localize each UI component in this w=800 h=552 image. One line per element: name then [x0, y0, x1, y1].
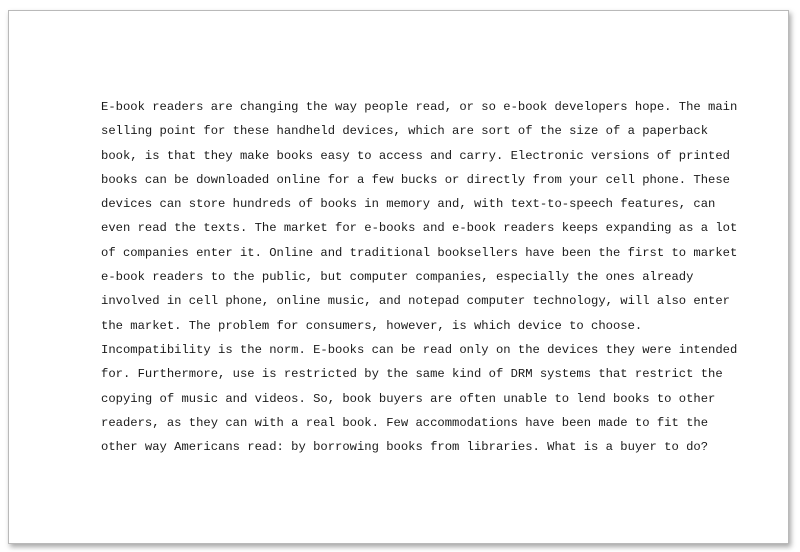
paragraph-line: devices can store hundreds of books in memory and, with text-to-speech features, can [101, 197, 716, 212]
paragraph-line: involved in cell phone, online music, and notepad computer technology, will also enter [101, 294, 730, 309]
paragraph-line: Incompatibility is the norm. E-books can be read only on the devices they were intended [101, 342, 738, 357]
paragraph-line: books can be downloaded online for a few bucks or directly from your cell phone. These [101, 172, 730, 187]
body-paragraph [101, 95, 741, 459]
paragraph-line: for. Furthermore, use is restricted by the same kind of DRM systems that restrict the [101, 367, 723, 382]
paragraph-line: selling point for these handheld devices, which are sort of the size of a paperback [101, 124, 709, 139]
document-page [8, 10, 789, 544]
paragraph-line: other way Americans read: by borrowing books from libraries. What is a buyer to do? [101, 440, 709, 455]
paragraph-line: readers, as they can with a real book. Few accommodations have been made to fit the [101, 415, 709, 430]
paragraph-line: E-book readers are changing the way people read, or so e-book developers hope. The main [101, 100, 738, 114]
paragraph-line: the market. The problem for consumers, however, is which device to choose. [101, 318, 643, 333]
paragraph-line: e-book readers to the public, but computer companies, especially the ones already [101, 270, 694, 285]
paragraph-line: even read the texts. The market for e-books and e-book readers keeps expanding as a lot [101, 221, 738, 236]
paragraph-line: copying of music and videos. So, book buyers are often unable to lend books to other [101, 391, 716, 406]
paragraph-line: of companies enter it. Online and traditional booksellers have been the first to market [101, 245, 738, 260]
paragraph-line: book, is that they make books easy to access and carry. Electronic versions of printed [101, 148, 730, 163]
